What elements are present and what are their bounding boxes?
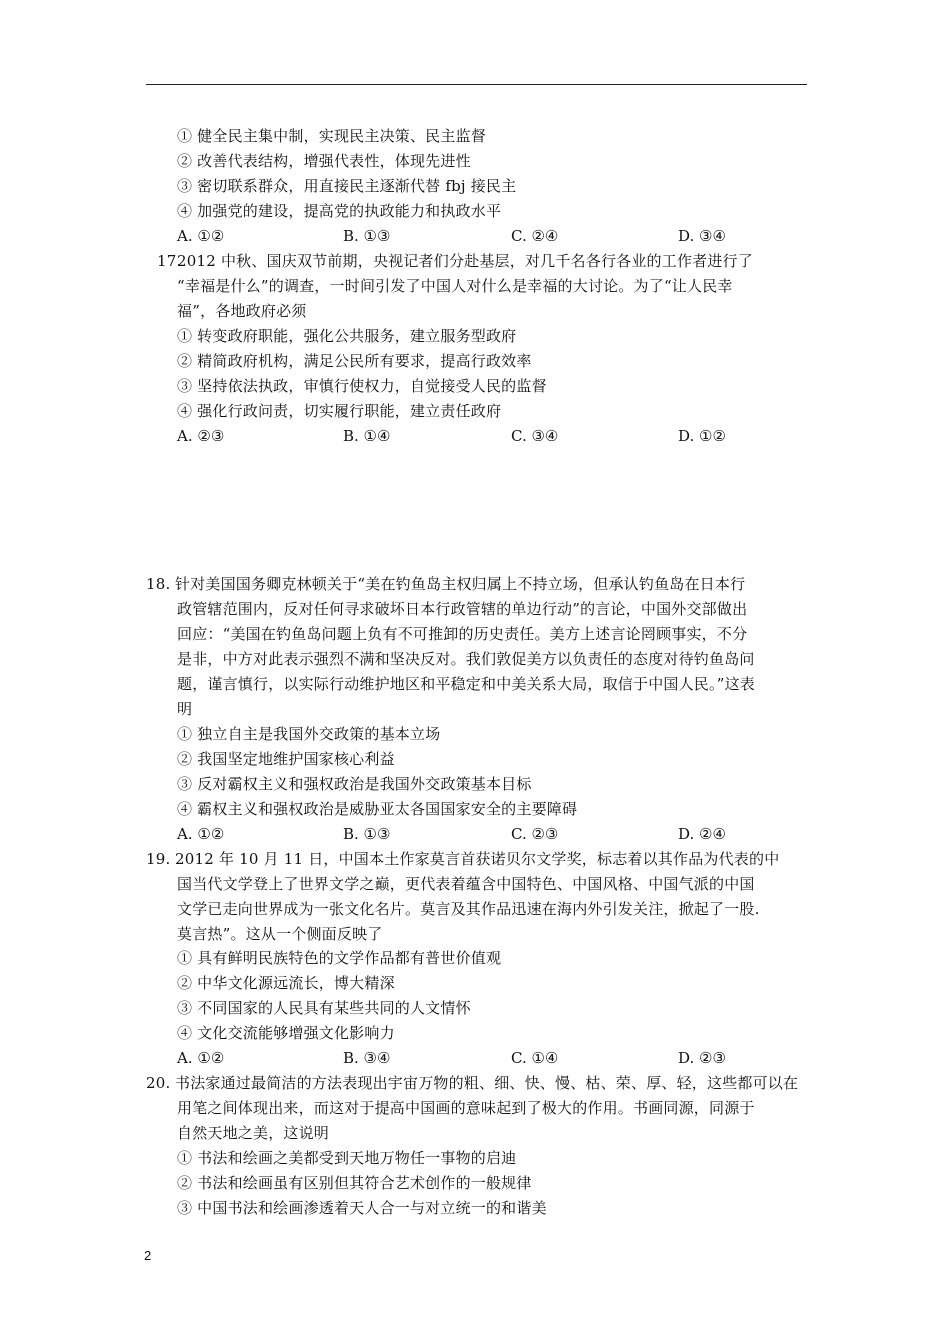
q16-option-c: C. ②④ xyxy=(511,227,559,245)
q18-stem-line-3: 回应：“美国在钓鱼岛问题上负有不可推卸的历史责任。美方上述言论罔顾事实，不分 xyxy=(177,625,748,643)
q18-option-c: C. ②③ xyxy=(511,825,559,843)
q16-item-4: ④ 加强党的建设，提高党的执政能力和执政水平 xyxy=(177,202,502,220)
q20-stem-line-3: 自然天地之美，这说明 xyxy=(177,1124,330,1142)
header-rule xyxy=(146,84,807,85)
q17-option-b: B. ①④ xyxy=(343,427,391,445)
q18-stem-line-6: 明 xyxy=(177,700,193,718)
q18-stem-line-4: 是非，中方对此表示强烈不满和坚决反对。我们敦促美方以负责任的态度对待钓鱼岛问 xyxy=(177,650,755,668)
q17-option-c: C. ③④ xyxy=(511,427,559,445)
q18-item-1: ① 独立自主是我国外交政策的基本立场 xyxy=(177,725,441,743)
page-number: 2 xyxy=(144,1248,152,1263)
q19-stem-line-2: 国当代文学登上了世界文学之巅，更代表着蕴含中国特色、中国风格、中国气派的中国 xyxy=(177,875,755,893)
q19-option-b: B. ③④ xyxy=(343,1049,391,1067)
q20-number: 20. xyxy=(146,1074,171,1092)
q19-number: 19. xyxy=(146,850,171,868)
q17-item-2: ② 精简政府机构，满足公民所有要求，提高行政效率 xyxy=(177,352,532,370)
q19-item-3: ③ 不同国家的人民具有某些共同的人文情怀 xyxy=(177,999,471,1017)
q18-stem-line-5: 题，谨言慎行，以实际行动维护地区和平稳定和中美关系大局，取信于中国人民。”这表 xyxy=(177,675,755,693)
q18-option-d: D. ②④ xyxy=(678,825,726,843)
q17-number: 17. xyxy=(157,252,182,270)
q18-number: 18. xyxy=(146,575,171,593)
q18-option-b: B. ①③ xyxy=(343,825,391,843)
q20-item-2: ② 书法和绘画虽有区别但其符合艺术创作的一般规律 xyxy=(177,1174,532,1192)
q20-stem-line-2: 用笔之间体现出来，而这对于提高中国画的意味起到了极大的作用。书画同源，同源于 xyxy=(177,1099,755,1117)
q20-stem-line-1: 书法家通过最简洁的方法表现出宇宙万物的粗、细、快、慢、枯、荣、厚、轻，这些都可以在 xyxy=(175,1074,799,1092)
q17-item-3: ③ 坚持依法执政，审慎行使权力，自觉接受人民的监督 xyxy=(177,377,547,395)
q18-item-3: ③ 反对霸权主义和强权政治是我国外交政策基本目标 xyxy=(177,775,532,793)
q19-item-1: ① 具有鲜明民族特色的文学作品都有普世价值观 xyxy=(177,949,502,967)
q17-stem-line-1: 2012 中秋、国庆双节前期，央视记者们分赴基层，对几千名各行各业的工作者进行了 xyxy=(177,252,753,270)
q18-stem-line-2: 政管辖范围内，反对任何寻求破坏日本行政管辖的单边行动”的言论，中国外交部做出 xyxy=(177,600,748,618)
q19-option-c: C. ①④ xyxy=(511,1049,559,1067)
q16-option-a: A. ①② xyxy=(177,227,225,245)
q16-option-d: D. ③④ xyxy=(678,227,726,245)
q19-item-2: ② 中华文化源远流长，博大精深 xyxy=(177,974,395,992)
q16-option-b: B. ①③ xyxy=(343,227,391,245)
q18-item-4: ④ 霸权主义和强权政治是威胁亚太各国国家安全的主要障碍 xyxy=(177,800,578,818)
q20-item-3: ③ 中国书法和绘画渗透着天人合一与对立统一的和谐美 xyxy=(177,1199,547,1217)
q17-option-a: A. ②③ xyxy=(177,427,225,445)
q17-item-4: ④ 强化行政问责，切实履行职能，建立责任政府 xyxy=(177,402,502,420)
q16-item-3: ③ 密切联系群众，用直接民主逐渐代替 fbj 接民主 xyxy=(177,177,517,195)
q17-stem-line-3: 福”，各地政府必须 xyxy=(177,302,307,320)
q20-item-1: ① 书法和绘画之美都受到天地万物任一事物的启迪 xyxy=(177,1149,517,1167)
q18-option-a: A. ①② xyxy=(177,825,225,843)
q18-item-2: ② 我国坚定地维护国家核心利益 xyxy=(177,750,395,768)
q19-stem-line-4: 莫言热”。这从一个侧面反映了 xyxy=(177,925,383,943)
q16-item-2: ② 改善代表结构，增强代表性，体现先进性 xyxy=(177,152,471,170)
q19-option-d: D. ②③ xyxy=(678,1049,726,1067)
q19-item-4: ④ 文化交流能够增强文化影响力 xyxy=(177,1024,395,1042)
q18-stem-line-1: 针对美国国务卿克林顿关于“美在钓鱼岛主权归属上不持立场，但承认钓鱼岛在日本行 xyxy=(175,575,746,593)
q19-stem-line-3: 文学已走向世界成为一张文化名片。莫言及其作品迅速在海内外引发关注，掀起了一股. xyxy=(177,900,760,918)
q17-stem-line-2: “幸福是什么”的调查，一时间引发了中国人对什么是幸福的大讨论。为了“让人民幸 xyxy=(177,277,733,295)
q19-option-a: A. ①② xyxy=(177,1049,225,1067)
q16-item-1: ① 健全民主集中制，实现民主决策、民主监督 xyxy=(177,127,486,145)
q19-stem-line-1: 2012 年 10 月 11 日，中国本土作家莫言首获诺贝尔文学奖，标志着以其作品为代表的中 xyxy=(175,850,780,868)
q17-option-d: D. ①② xyxy=(678,427,726,445)
q17-item-1: ① 转变政府职能，强化公共服务，建立服务型政府 xyxy=(177,327,517,345)
